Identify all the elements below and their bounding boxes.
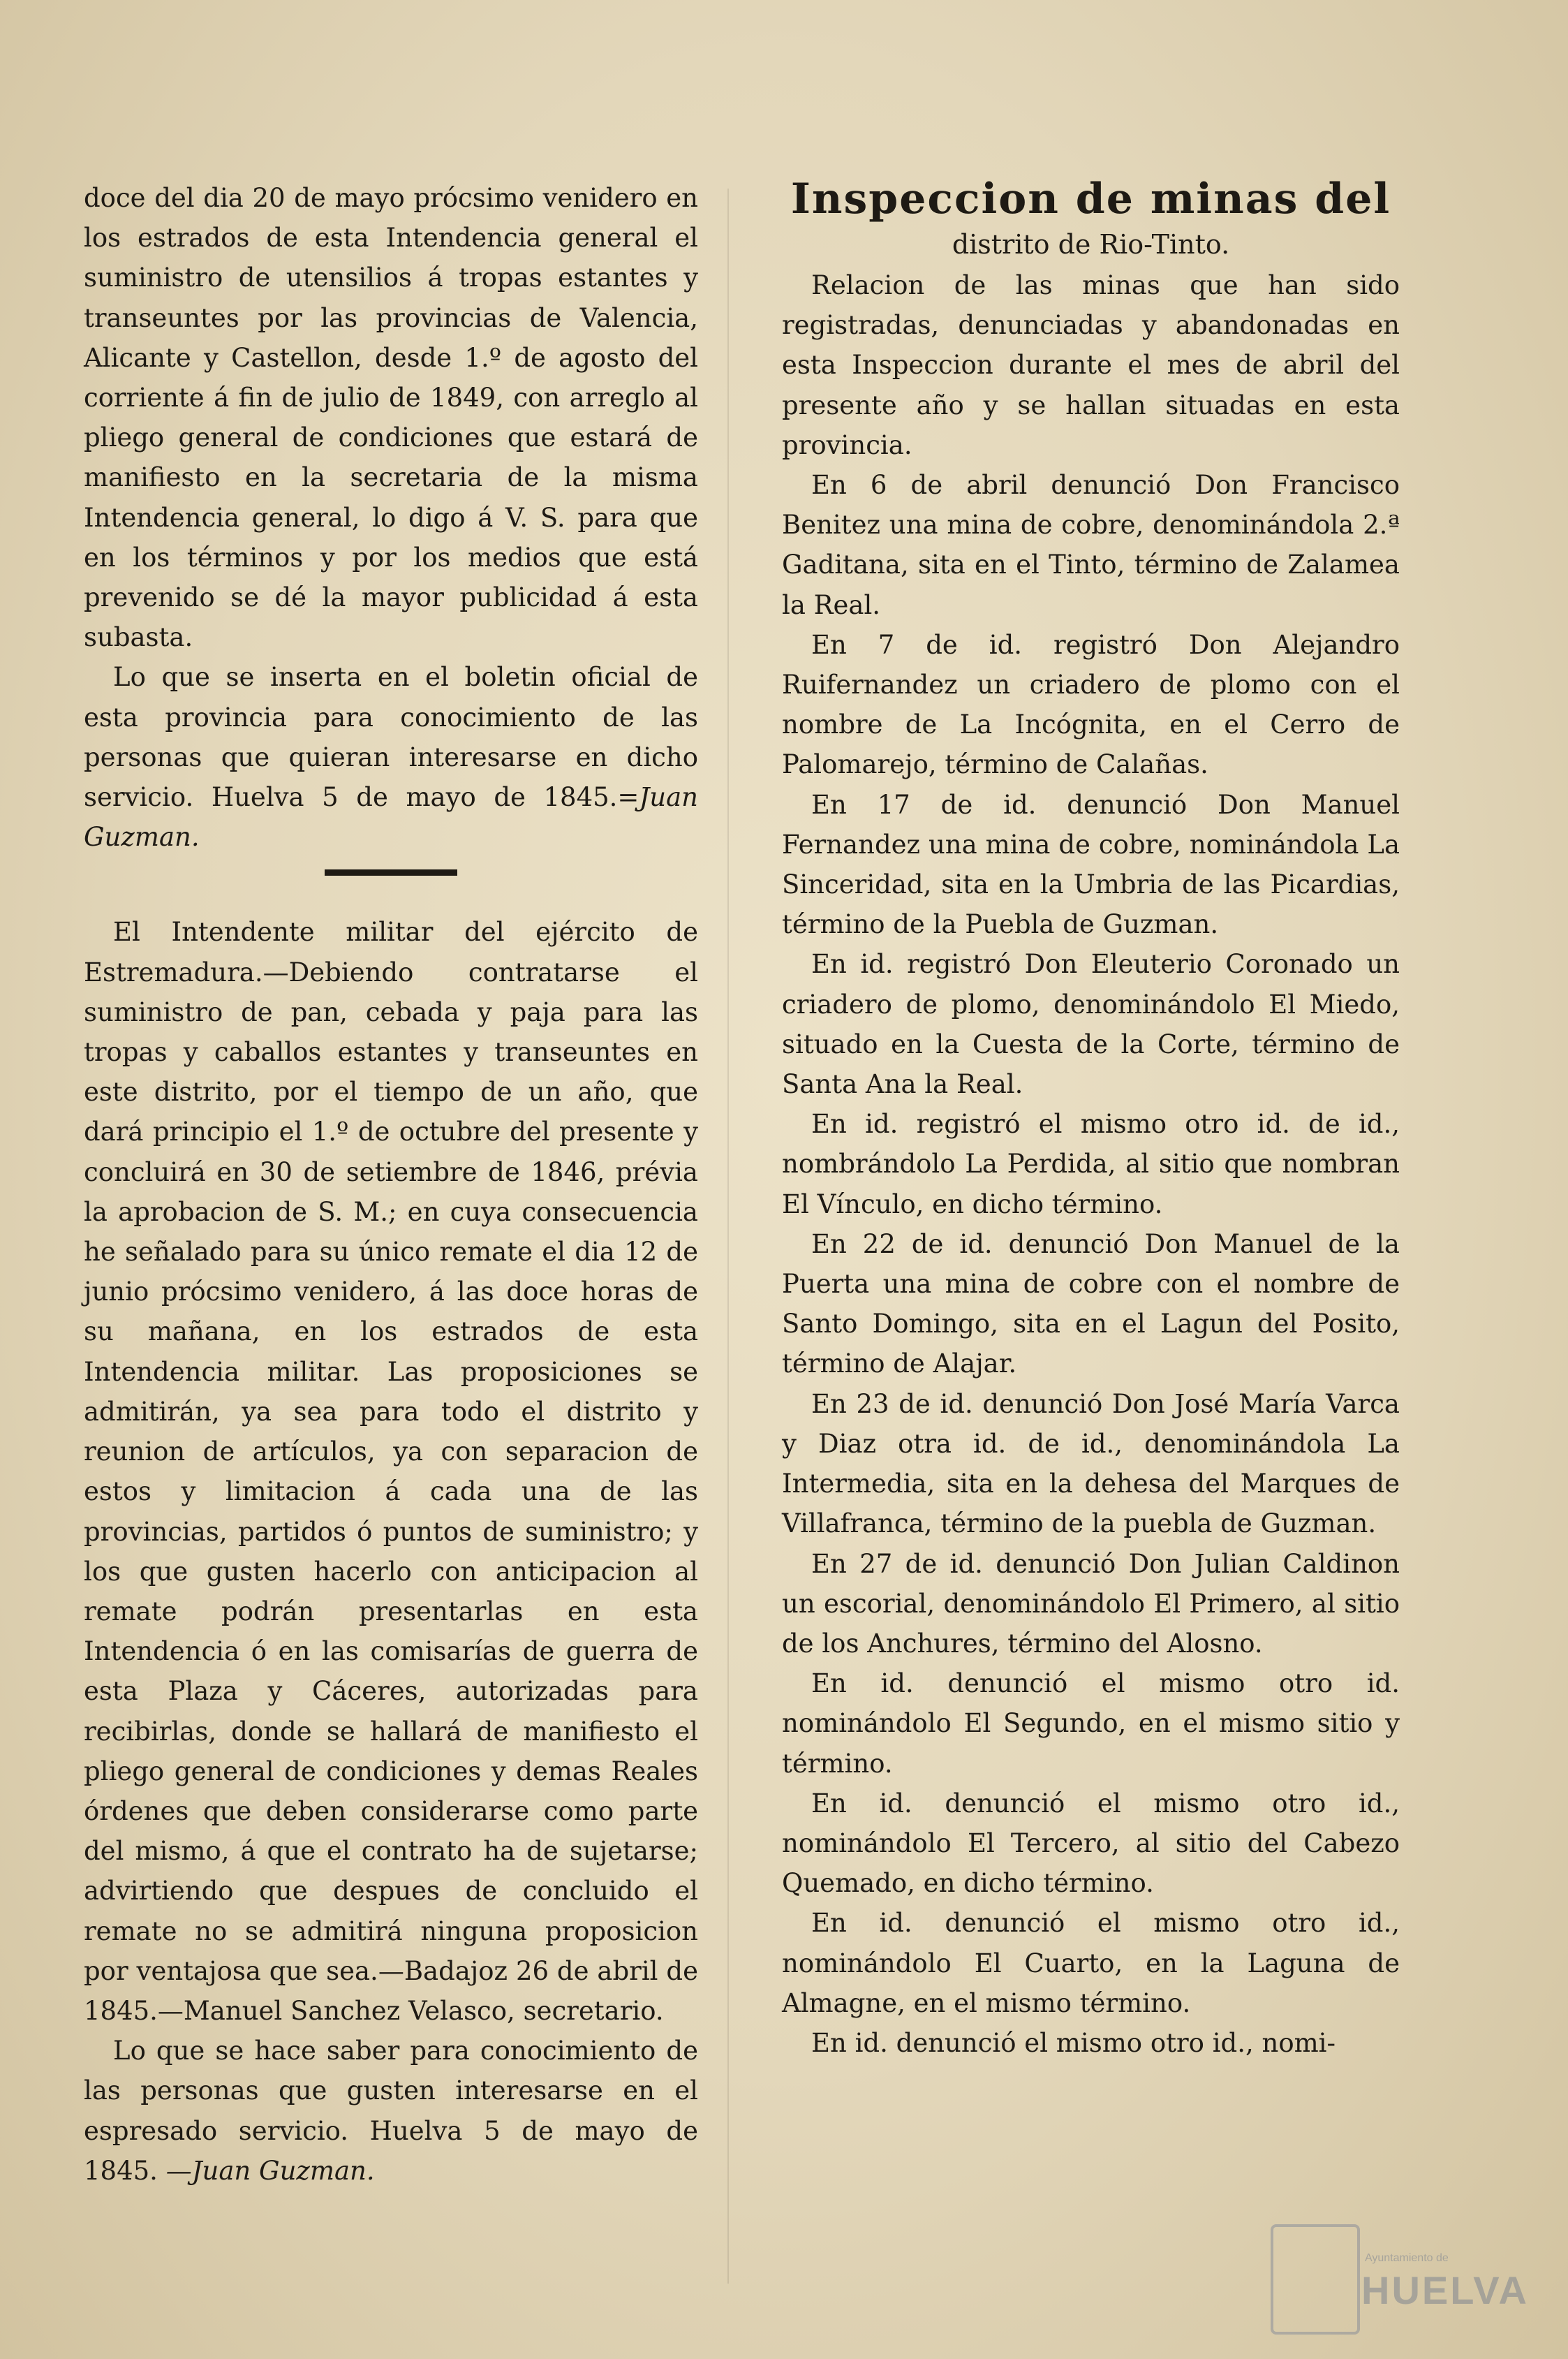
section-subtitle: distrito de Rio-Tinto. xyxy=(952,229,1230,260)
left-paragraph-2 xyxy=(84,657,698,857)
left-paragraph-2-text: Lo que se inserta en el boletin oficial de esta provincia para conocimiento de las personas que quieran interesarse en dicho servicio. Huelva 5 de mayo de 1845.= xyxy=(84,662,698,813)
mine-entry: En id. denunció el mismo otro id., nominándolo El Cuarto, en la Laguna de Almagne, en el mismo término. xyxy=(782,1908,1400,2018)
mine-entry: En 6 de abril denunció Don Francisco Benitez una mina de cobre, denominándola 2.ª Gaditana, sita en el Tinto, término de Zalamea la Real. xyxy=(782,470,1400,620)
section-title: Inspeccion de minas del xyxy=(790,175,1391,223)
left-paragraph-2-signature: Juan Guzman. xyxy=(84,782,698,853)
right-column xyxy=(782,175,1400,2063)
left-paragraph-3: El Intendente militar del ejército de Estremadura.—Debiendo contratarse el suministro de pan, cebada y paja para las tropas y caballos estantes y transeuntes en este distrito, por el tiempo de un año, que dará principio el 1.º de octubre del presente y concluirá en 30 de setiembre de 1846, prévia la aprobacion de S. M.; en cuya consecuencia he señalado para su único remate el dia 12 de junio prócsimo venidero, á las doce horas de su mañana, en los estrados de esta Intendencia militar. Las proposiciones se admitirán, ya sea para todo el distrito y reunion de artículos, ya con separacion de estos y limitacion á cada una de las provincias, partidos ó puntos de suministro; y los que gusten hacerlo con anticipacion al remate podrán presentarlas en esta Intendencia ó en las comisarías de guerra de esta Plaza y Cáceres, autorizadas para recibirlas, donde se hallará de manifiesto el pliego general de condiciones y demas Reales órdenes que deben considerarse como parte del mismo, á que el contrato ha de sujetarse; advirtiendo que despues de concluido el remate no se admitirá ninguna proposicion por ventajosa que sea.—Badajoz 26 de abril de 1845.—Manuel Sanchez Velasco, secretario. xyxy=(84,917,698,2026)
mine-entry: En id. denunció el mismo otro id., nominándolo El Tercero, al sitio del Cabezo Quemado, en dicho término. xyxy=(782,1788,1400,1899)
watermark-small-text: Ayuntamiento de xyxy=(1365,2252,1449,2264)
mine-entry: En id. denunció el mismo otro id. nominándolo El Segundo, en el mismo sitio y término. xyxy=(782,1668,1400,1779)
mine-entry: En 22 de id. denunció Don Manuel de la Puerta una mina de cobre con el nombre de Santo Domingo, sita en el Lagun del Posito, término de Alajar. xyxy=(782,1228,1400,1379)
watermark-big-text: HUELVA xyxy=(1361,2268,1529,2312)
column-divider xyxy=(727,189,729,2284)
left-paragraph-4 xyxy=(84,2031,698,2191)
left-paragraph-4-text: Lo que se hace saber para conocimiento de las personas que gusten interesarse en el espresado servicio. Huelva 5 de mayo de 1845. xyxy=(84,2036,698,2186)
mine-entry: En id. registró el mismo otro id. de id., nombrándolo La Perdida, al sitio que nombran El Vínculo, en dicho término. xyxy=(782,1109,1400,1219)
mine-entry: Relacion de las minas que han sido registradas, denunciadas y abandonadas en esta Inspeccion durante el mes de abril del presente año y se hallan situadas en esta provincia. xyxy=(782,270,1400,460)
mine-entry: En 27 de id. denunció Don Julian Caldinon un escorial, denominándolo El Primero, al sitio de los Anchures, término del Alosno. xyxy=(782,1548,1400,1659)
mine-entry: En id. registró Don Eleuterio Coronado un criadero de plomo, denominándolo El Miedo, situado en la Cuesta de la Corte, término de Santa Ana la Real. xyxy=(782,949,1400,1100)
mine-entry: En 23 de id. denunció Don José María Varca y Diaz otra id. de id., denominándola La Intermedia, sita en la dehesa del Marques de Villafranca, término de la puebla de Guzman. xyxy=(782,1388,1400,1539)
left-paragraph-1: doce del dia 20 de mayo prócsimo venidero en los estrados de esta Intendencia general el suministro de utensilios á tropas estantes y transeuntes por las provincias de Valencia, Alicante y Castellon, desde 1.º de agosto del corriente á fin de julio de 1849, con arreglo al pliego general de condiciones que estará de manifiesto en la secretaria de la misma Intendencia general, lo digo á V. S. para que en los términos y por los medios que está prevenido se dé la mayor publicidad á esta subasta. xyxy=(84,183,698,653)
coat-of-arms-icon xyxy=(1271,2224,1360,2335)
mine-entry: En 17 de id. denunció Don Manuel Fernandez una mina de cobre, nominándola La Sinceridad, sita en la Umbria de las Picardias, término de la Puebla de Guzman. xyxy=(782,789,1400,940)
mine-entry: En 7 de id. registró Don Alejandro Ruifernandez un criadero de plomo con el nombre de La Incógnita, en el Cerro de Palomarejo, término de Calañas. xyxy=(782,629,1400,780)
mine-entry: En id. denunció el mismo otro id., nomi- xyxy=(811,2027,1336,2058)
left-paragraph-4-signature: —Juan Guzman. xyxy=(165,2155,375,2186)
library-watermark xyxy=(1271,2224,1529,2329)
left-column xyxy=(84,178,698,2191)
section-separator xyxy=(325,869,457,876)
